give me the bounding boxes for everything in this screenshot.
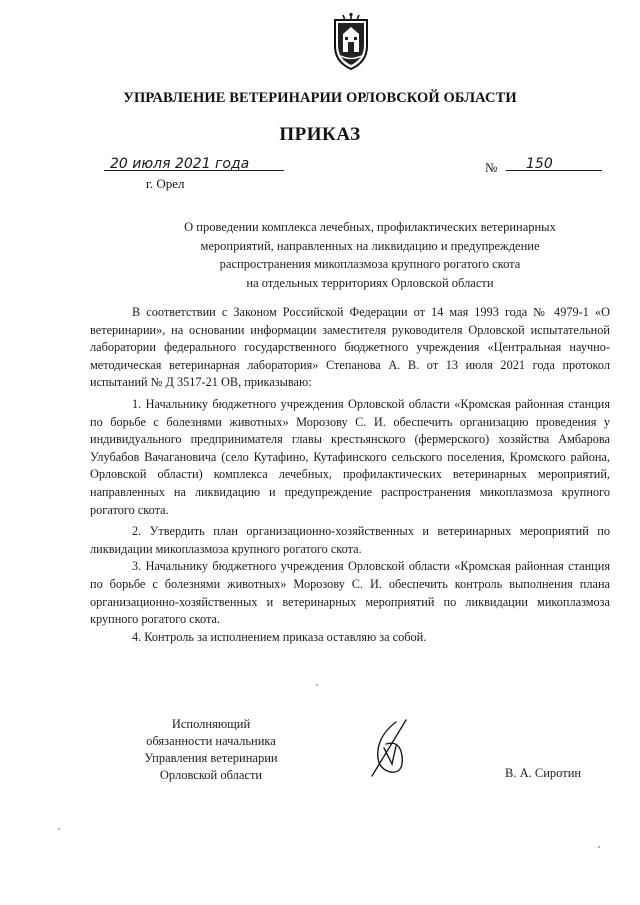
scan-speck [58,828,60,830]
number-underline [506,170,602,171]
order-item-1: 1. Начальнику бюджетного учреждения Орловской области «Кромская районная станция по борьбе с болезнями животных» Морозову С. И. обеспечить организацию проведения у индивидуального предпринимателя главы крестьянского (фермерского) хозяйства Амбарова Улубабов Вачагановича (село Кутафино, Кутафинского сельского поселения, Кромского района, Орловской области) комплекса лечебных, профилактических ветеринарных мероприятий, направленных на ликвидацию и предупреждение распространения микоплазмоза крупного рогатого скота. [90,396,610,517]
signer-position-line: Исполняющий [171,717,251,731]
subject-line: О проведении комплекса лечебных, профилактических ветеринарных [184,220,556,234]
order-item-2: 2. Утвердить план организационно-хозяйственных и ветеринарных мероприятий по ликвидации микоплазмоза крупного рогатого скота. [90,524,610,556]
signature-icon [366,718,412,778]
order-item-4: 4. Контроль за исполнением приказа оставляю за собой. [132,629,427,644]
subject-line: распространения микоплазмоза крупного рогатого скота [219,257,521,271]
order-subject [140,218,600,292]
order-number [506,156,602,171]
order-date [104,156,284,171]
document-title: ПРИКАЗ [279,124,361,145]
preamble-paragraph: В соответствии с Законом Российской Федерации от 14 мая 1993 года № 4979-1 «О ветеринарии», на основании информации заместителя руководителя Орловской испытательной лаборатории федерального государственного бюджетного учреждения «Центральная научно-методическая ветеринарная лаборатория» Степанова А. В. от 13 июля 2021 года протокол испытаний № Д 3517-21 ОВ, приказываю: [90,305,610,390]
coat-of-arms-icon [329,12,373,72]
subject-line: мероприятий, направленных на ликвидацию и предупреждение [200,238,540,253]
signer-position-line: обязанности начальника [146,734,276,748]
agency-name: УПРАВЛЕНИЕ ВЕТЕРИНАРИИ ОРЛОВСКОЙ ОБЛАСТИ [123,90,517,106]
signer-name: В. А. Сиротин [505,766,582,780]
order-item-3: 3. Начальнику бюджетного учреждения Орловской области «Кромская районная станция по борьбе с болезнями животных» Морозову С. И. обеспечить контроль выполнения плана организационно-хозяйственных и ветеринарных мероприятий по ликвидации микоплазмоза крупного рогатого скота. [90,559,610,627]
scan-speck [598,846,600,848]
order-city: г. Орел [146,176,185,191]
order-number-value: 150 [526,156,553,172]
scan-speck [316,684,318,686]
signer-position-line: Управления ветеринарии [144,751,278,765]
subject-line: на отдельных территориях Орловской области [246,275,494,290]
signer-position-line: Орловской области [159,768,263,782]
order-date-value: 20 июля 2021 года [110,156,250,172]
order-body [90,304,610,646]
number-sign: № [485,160,498,175]
signer-position [116,716,306,784]
